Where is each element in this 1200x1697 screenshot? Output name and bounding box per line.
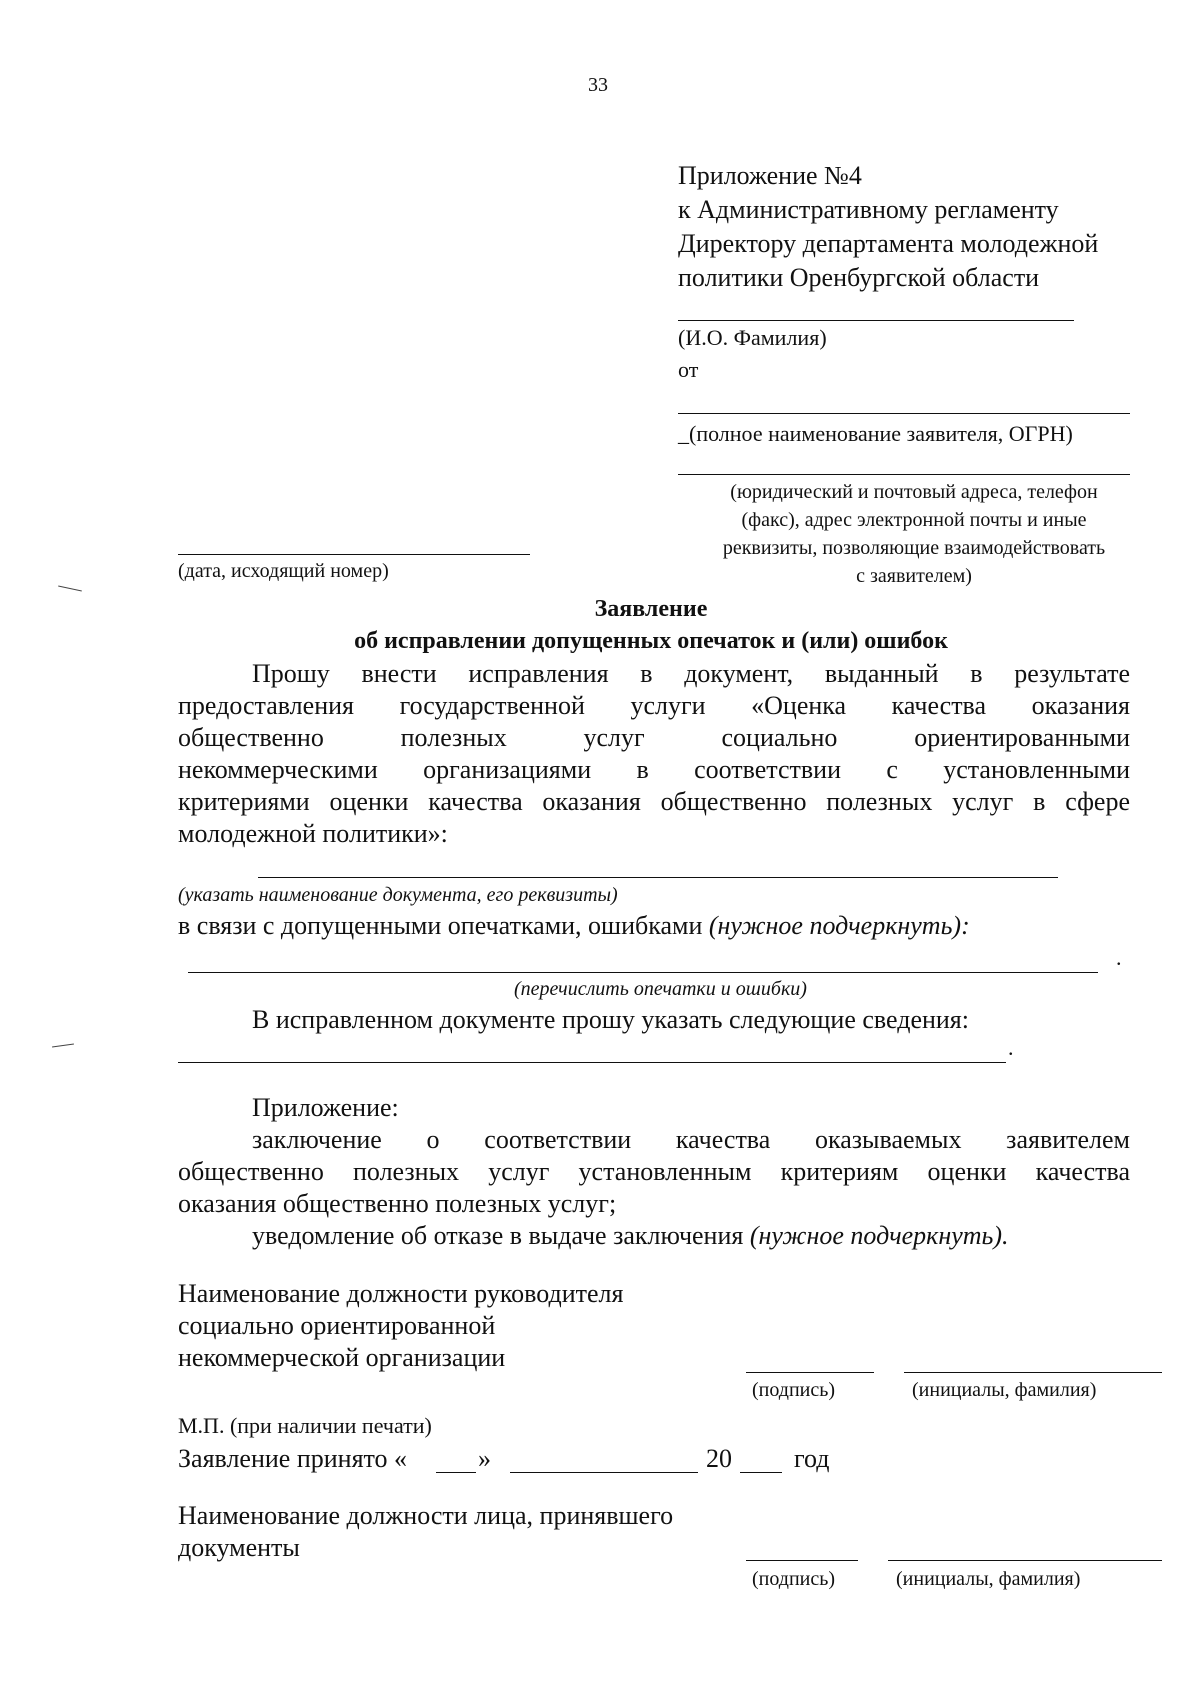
- info-period: .: [1008, 1035, 1014, 1060]
- address-caption-3: реквизиты, позволяющие взаимодействовать: [722, 537, 1106, 559]
- receiver-signature-caption: (подпись): [752, 1568, 836, 1590]
- date-number-line: [178, 554, 530, 555]
- signer-signature-line: [746, 1372, 874, 1373]
- errors-note: (нужное подчеркнуть):: [708, 911, 970, 940]
- signer-name-line: [904, 1372, 1162, 1373]
- errors-caption: (перечислить опечатки и ошибки): [514, 978, 807, 1000]
- signer-position-line-3: некоммерческой организации: [178, 1343, 506, 1372]
- receiver-name-caption: (инициалы, фамилия): [896, 1568, 1081, 1590]
- info-line: [178, 1062, 1006, 1063]
- paragraph-line-6: молодежной политики»:: [178, 819, 448, 848]
- signer-name-caption: (инициалы, фамилия): [912, 1379, 1097, 1401]
- applicant-address-line: [678, 474, 1130, 475]
- paragraph-line-2: предоставления государственной услуги «Оценка качества оказания: [178, 691, 1130, 720]
- paragraph-line-1: Прошу внести исправления в документ, выданный в результате: [252, 659, 1130, 688]
- receiver-name-line: [888, 1560, 1162, 1561]
- errors-list-line: [188, 972, 1098, 973]
- receiver-signature-line: [746, 1560, 858, 1561]
- accepted-month-line: [510, 1472, 698, 1473]
- errors-text: в связи с допущенными опечатками, ошибками: [178, 911, 709, 940]
- accepted-year-suffix: год: [794, 1444, 830, 1473]
- attachment-item2-note: (нужное подчеркнуть).: [749, 1221, 1009, 1250]
- document-subtitle: об исправлении допущенных опечаток и (или) ошибок: [354, 628, 948, 654]
- attachment-label: Приложение:: [252, 1093, 399, 1122]
- header-line-3: Директору департамента молодежной: [678, 229, 1099, 258]
- attachment-item1-line-2: общественно полезных услуг установленным критериям оценки качества: [178, 1157, 1130, 1186]
- accepted-prefix: Заявление принято «: [178, 1444, 408, 1473]
- accepted-day-line: [436, 1472, 476, 1473]
- document-caption: (указать наименование документа, его реквизиты): [178, 884, 618, 906]
- from-label: от: [678, 357, 699, 382]
- paragraph-line-5: критериями оценки качества оказания общественно полезных услуг в сфере: [178, 787, 1130, 816]
- attachment-item2: [252, 1220, 1009, 1252]
- errors-period: .: [1116, 945, 1122, 970]
- attachment-item2-text: уведомление об отказе в выдаче заключения: [252, 1221, 750, 1250]
- receiver-position-line-2: документы: [178, 1533, 300, 1562]
- accepted-year-line: [740, 1472, 782, 1473]
- accepted-quote-close: »: [478, 1444, 491, 1473]
- address-caption-4: с заявителем): [856, 565, 972, 587]
- paragraph-line-4: некоммерческими организациями в соответствии с установленными: [178, 755, 1130, 784]
- attachment-item1-line-3: оказания общественно полезных услуг;: [178, 1189, 617, 1218]
- applicant-name-line: [678, 413, 1130, 414]
- scan-mark-1: [58, 586, 82, 592]
- signer-position-line-1: Наименование должности руководителя: [178, 1279, 624, 1308]
- paragraph-line-3: общественно полезных услуг социально ориентированными: [178, 723, 1130, 752]
- header-line-1: Приложение №4: [678, 161, 862, 190]
- attachment-item1-line-1: заключение о соответствии качества оказываемых заявителем: [252, 1125, 1130, 1154]
- stamp-note: М.П. (при наличии печати): [178, 1413, 432, 1438]
- errors-line: [178, 910, 970, 942]
- address-caption-2: (факс), адрес электронной почты и иные: [741, 509, 1087, 531]
- applicant-caption: _(полное наименование заявителя, ОГРН): [678, 421, 1073, 446]
- director-caption: (И.О. Фамилия): [678, 325, 827, 350]
- address-caption-1: (юридический и почтовый адреса, телефон: [730, 481, 1098, 503]
- signer-signature-caption: (подпись): [752, 1379, 836, 1401]
- director-name-line: [678, 320, 1074, 321]
- document-title: Заявление: [594, 596, 708, 622]
- header-line-4: политики Оренбургской области: [678, 263, 1040, 292]
- signer-position-line-2: социально ориентированной: [178, 1311, 496, 1340]
- receiver-position-line-1: Наименование должности лица, принявшего: [178, 1501, 674, 1530]
- date-caption: (дата, исходящий номер): [178, 560, 389, 582]
- header-line-2: к Административному регламенту: [678, 195, 1059, 224]
- document-name-line: [258, 877, 1058, 878]
- page-number: 33: [588, 74, 608, 96]
- accepted-year-prefix: 20: [706, 1444, 732, 1473]
- scan-mark-2: [52, 1043, 74, 1047]
- info-text: В исправленном документе прошу указать следующие сведения:: [252, 1005, 969, 1034]
